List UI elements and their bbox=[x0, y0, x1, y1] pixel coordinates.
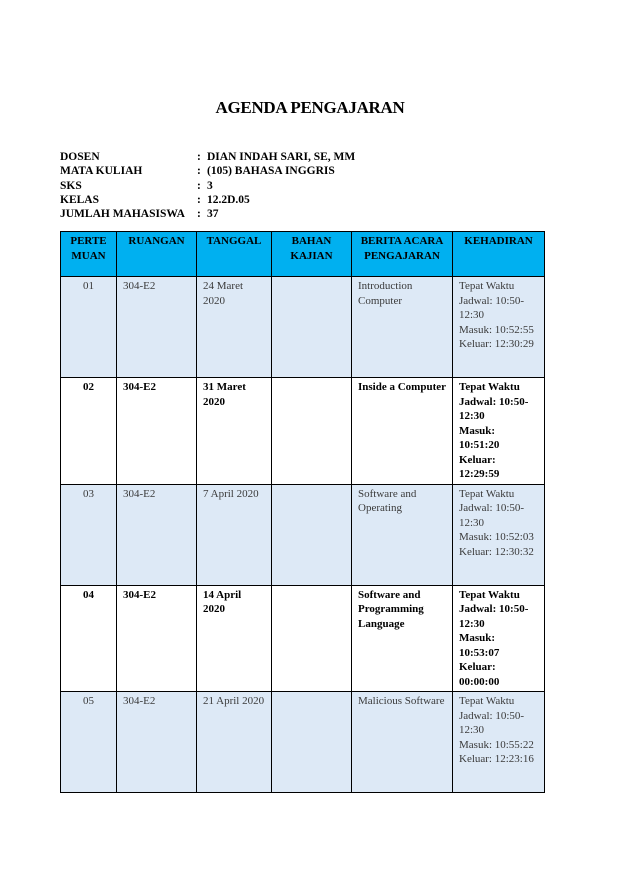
info-label: DOSEN bbox=[60, 151, 100, 163]
info-separator: : bbox=[197, 151, 201, 163]
info-value: 12.2D.05 bbox=[207, 193, 250, 206]
info-label: KELAS bbox=[60, 193, 99, 206]
header-ruangan: RUANGAN bbox=[117, 232, 197, 277]
cell-kehadiran bbox=[453, 484, 545, 585]
kehadiran-jadwal: Jadwal: 10:50-12:30 bbox=[459, 502, 525, 529]
cell-ruangan: 304-E2 bbox=[117, 378, 197, 485]
table-header-row bbox=[61, 232, 545, 277]
cell-pertemuan: 05 bbox=[61, 692, 117, 793]
table-row bbox=[61, 277, 545, 378]
info-separator: : bbox=[197, 165, 201, 178]
cell-berita-acara: Software and Programming Language bbox=[352, 585, 453, 692]
cell-bahan-kajian bbox=[272, 277, 352, 378]
kehadiran-status: Tepat Waktu bbox=[459, 487, 515, 500]
cell-pertemuan: 02 bbox=[61, 378, 117, 485]
table-row bbox=[61, 692, 545, 793]
kehadiran-jadwal: Jadwal: 10:50-12:30 bbox=[459, 603, 529, 630]
header-pertemuan: PERTE MUAN bbox=[61, 232, 117, 277]
info-value: DIAN INDAH SARI, SE, MM bbox=[207, 151, 356, 163]
kehadiran-masuk: Masuk: 10:51:20 bbox=[459, 424, 500, 451]
header-kehadiran: KEHADIRAN bbox=[453, 232, 545, 277]
header-berita-acara: BERITA ACARA PENGAJARAN bbox=[352, 232, 453, 277]
cell-tanggal: 14 April 2020 bbox=[197, 585, 272, 692]
cell-tanggal: 31 Maret 2020 bbox=[197, 378, 272, 485]
cell-berita-acara: Inside a Computer bbox=[352, 378, 453, 485]
info-row-mata-kuliah bbox=[60, 164, 355, 178]
cell-ruangan: 304-E2 bbox=[117, 484, 197, 585]
kehadiran-status: Tepat Waktu bbox=[459, 381, 520, 393]
info-value: 3 bbox=[207, 179, 213, 192]
cell-bahan-kajian bbox=[272, 378, 352, 485]
cell-pertemuan: 04 bbox=[61, 585, 117, 692]
kehadiran-jadwal: Jadwal: 10:50-12:30 bbox=[459, 395, 529, 422]
info-row-sks bbox=[60, 179, 355, 193]
info-value: (105) BAHASA INGGRIS bbox=[207, 165, 335, 178]
cell-bahan-kajian bbox=[272, 585, 352, 692]
kehadiran-status: Tepat Waktu bbox=[459, 695, 515, 707]
cell-kehadiran bbox=[453, 378, 545, 485]
info-separator: : bbox=[197, 208, 201, 221]
kehadiran-keluar: Keluar: 00:00:00 bbox=[459, 661, 500, 688]
course-info bbox=[60, 150, 355, 221]
info-row-dosen bbox=[60, 150, 355, 164]
kehadiran-keluar: Keluar: 12:30:29 bbox=[459, 338, 534, 350]
cell-berita-acara: Malicious Software bbox=[352, 692, 453, 793]
cell-tanggal: 24 Maret 2020 bbox=[197, 277, 272, 378]
kehadiran-masuk: Masuk: 10:52:03 bbox=[459, 531, 534, 543]
cell-tanggal: 7 April 2020 bbox=[197, 484, 272, 585]
header-bahan-kajian: BAHAN KAJIAN bbox=[272, 232, 352, 277]
info-separator: : bbox=[197, 193, 201, 206]
info-label: MATA KULIAH bbox=[60, 165, 143, 178]
page-title: AGENDA PENGAJARAN bbox=[215, 98, 405, 117]
kehadiran-status: Tepat Waktu bbox=[459, 280, 515, 292]
cell-berita-acara: Introduction Computer bbox=[352, 277, 453, 378]
cell-kehadiran bbox=[453, 692, 545, 793]
kehadiran-status: Tepat Waktu bbox=[459, 588, 520, 601]
cell-ruangan: 304-E2 bbox=[117, 692, 197, 793]
header-tanggal: TANGGAL bbox=[197, 232, 272, 277]
cell-pertemuan: 03 bbox=[61, 484, 117, 585]
kehadiran-masuk: Masuk: 10:55:22 bbox=[459, 738, 534, 751]
info-label: JUMLAH MAHASISWA bbox=[60, 208, 185, 221]
kehadiran-keluar: Keluar: 12:23:16 bbox=[459, 753, 534, 765]
table-row bbox=[61, 378, 545, 485]
info-row-jumlah-mahasiswa bbox=[60, 207, 355, 221]
cell-ruangan: 304-E2 bbox=[117, 585, 197, 692]
cell-pertemuan: 01 bbox=[61, 277, 117, 378]
cell-kehadiran bbox=[453, 277, 545, 378]
kehadiran-masuk: Masuk: 10:53:07 bbox=[459, 632, 500, 659]
info-row-kelas bbox=[60, 193, 355, 207]
kehadiran-masuk: Masuk: 10:52:55 bbox=[459, 323, 534, 336]
table-row bbox=[61, 484, 545, 585]
agenda-table bbox=[60, 231, 545, 793]
info-value: 37 bbox=[207, 208, 219, 221]
table-row bbox=[61, 585, 545, 692]
kehadiran-jadwal: Jadwal: 10:50-12:30 bbox=[459, 294, 525, 321]
info-separator: : bbox=[197, 179, 201, 192]
cell-tanggal: 21 April 2020 bbox=[197, 692, 272, 793]
cell-berita-acara: Software and Operating bbox=[352, 484, 453, 585]
info-label: SKS bbox=[60, 179, 82, 192]
cell-bahan-kajian bbox=[272, 692, 352, 793]
cell-bahan-kajian bbox=[272, 484, 352, 585]
kehadiran-keluar: Keluar: 12:30:32 bbox=[459, 545, 534, 558]
cell-kehadiran bbox=[453, 585, 545, 692]
cell-ruangan: 304-E2 bbox=[117, 277, 197, 378]
kehadiran-keluar: Keluar: 12:29:59 bbox=[459, 453, 500, 480]
kehadiran-jadwal: Jadwal: 10:50-12:30 bbox=[459, 709, 525, 736]
